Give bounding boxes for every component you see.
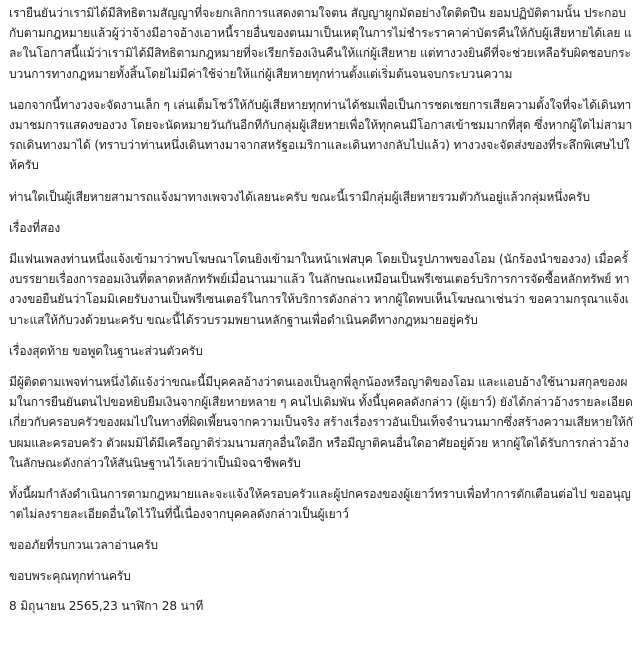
paragraph-compensation-show: นอกจากนี้ทางวงจะจัดงานเล็ก ๆ เล่นเต็มโชว์ให้กับผู้เสียหายทุกท่านได้ชมเพื่อเป็นการชดเชยการเสียความตั้งใจที่จะได้เดินทางมาชมการแสดงของวง โดยจะนัดหมายวันกันอีกทีกับกลุ่มผู้เสียหายเพื่อให้ทุกคนมีโอกาสเข้าชมมากที่สุด ซึ่งหากผู้ใดไม่สามารถเดินทางมาได้ (ทราบว่าท่านหนึ่งเดินทางมาจากสหรัฐอเมริกาและเดินทางกลับไปแล้ว) ทางวงจะจัดส่งของที่ระลึกพิเศษไปให้ครับ — [9, 97, 633, 173]
paragraph-apology: ขออภัยที่รบกวนเวลาอ่านครับ — [9, 538, 158, 553]
paragraph-impersonator: มีผู้ติดตามเพจท่านหนึ่งได้แจ้งว่าขณะนี้มีบุคคลอ้างว่าตนเองเป็นลูกพี่ลูกน้องหรือญาติของโอม และแอบอ้างใช้นามสกุลของผมในการยืนยันตนไปขอหยิบยืมเงินจากผู้เสียหายหลาย ๆ คนไปเดิมพัน ทั้งนี้บุคคลดังกล่าว (ผู้เยาว์) ยังได้กล่าวอ้างรายละเอียดเกี่ยวกับครอบครัวของผมไปในทางที่ผิดเพี้ยนจากความเป็นจริง สร้างเรื่องราวอันเป็นเท็จจำนวนมากซึ่งสร้างความเสียหายให้กับผมและครอบครัว ตัวผมมิได้มีเครือญาติร่วมนามสกุลอื่นใดอีก หรือมีญาติคนอื่นใดอาศัยอยู่ด้วย หากผู้ใดได้รับการกล่าวอ้างในลักษณะดังกล่าวให้สันนิษฐานไว้เลยว่าเป็นมิจฉาชีพครับ — [9, 375, 633, 470]
post-date: 8 มิถุนายน 2565,23 นาฬิกา 28 นาที — [9, 598, 204, 613]
paragraph-thanks: ขอบพระคุณทุกท่านครับ — [9, 568, 131, 583]
section-heading-last: เรื่องสุดท้าย ขอพูดในฐานะส่วนตัวครับ — [9, 343, 203, 358]
paragraph-contact-page: ท่านใดเป็นผู้เสียหายสามารถแจ้งมาทางเพจวงได้เลยนะครับ ขณะนี้เรามีกลุ่มผู้เสียหายรวมตัวกันอยู่แล้วกลุ่มหนึ่งครับ — [9, 189, 590, 204]
paragraph-legal-action: ทั้งนี้ผมกำลังดำเนินการตามกฎหมายและจะแจ้งให้ครอบครัวและผู้ปกครองของผู้เยาว์ทราบเพื่อทำการตักเตือนต่อไป ขออนุญาตไม่ลงรายละเอียดอื่นใดไว้ในที่นี้เนื่องจากบุคคลดังกล่าวเป็นผู้เยาว์ — [9, 487, 631, 522]
post-body — [9, 3, 633, 616]
paragraph-fake-ad: มีแฟนเพลงท่านหนึ่งแจ้งเข้ามาว่าพบโฆษณาโดนยิงเข้ามาในหน้าเฟสบุค โดยเป็นรูปภาพของโอม (นักร้องนำของวง) เมื่อครั้งบรรยายเรื่องการออมเงินที่ตลาดหลักทรัพย์เมื่อนานมาแล้ว ในลักษณะเหมือนเป็นพรีเซนเตอร์บริการการจัดซื้อหลักทรัพย์ ทางวงขอยืนยันว่าโอมมิเคยรับงานเป็นพรีเซนเตอร์ในการให้บริการดังกล่าว หากผู้ใดพบเห็นโฆษณาเช่นว่า ขอความกรุณาแจ้งเบาะแสให้กับวงด้วยนะครับ ขณะนี้ได้รวบรวมพยานหลักฐานเพื่อดำเนินคดีทางกฎหมายอยู่ครับ — [9, 252, 630, 327]
section-heading-second: เรื่องที่สอง — [9, 220, 61, 235]
paragraph-refund-statement: เรายืนยันว่าเรามิได้มีสิทธิตามสัญญาที่จะยกเลิกการแสดงตามใจตน สัญญาผูกมัดอย่างใดติดปืน ยอมปฏิบัติตามนั้น ประกอบกับตามกฎหมายแล้วผู้ว่าจ้างมีอาจอ้างเอาหนี้รายอื่นของตนมาเป็นเหตุในการไม่ชำระราคาค่าบัตรคืนให้กับผู้เสียหายได้เลย และในโอกาสนี้แม้ว่าเรามิได้มีสิทธิตามกฎหมายที่จะเรียกร้องเงินคืนให้แก่ผู้เสียหาย แต่ทางวงยินดีที่จะช่วยเหลือรับผิดชอบกระบวนการทางกฎหมายทั้งสิ้นโดยไม่มีค่าใช้จ่ายให้แก่ผู้เสียหายทุกท่านตั้งแต่เริ่มต้นจนจบกระบวนความ — [9, 6, 632, 81]
